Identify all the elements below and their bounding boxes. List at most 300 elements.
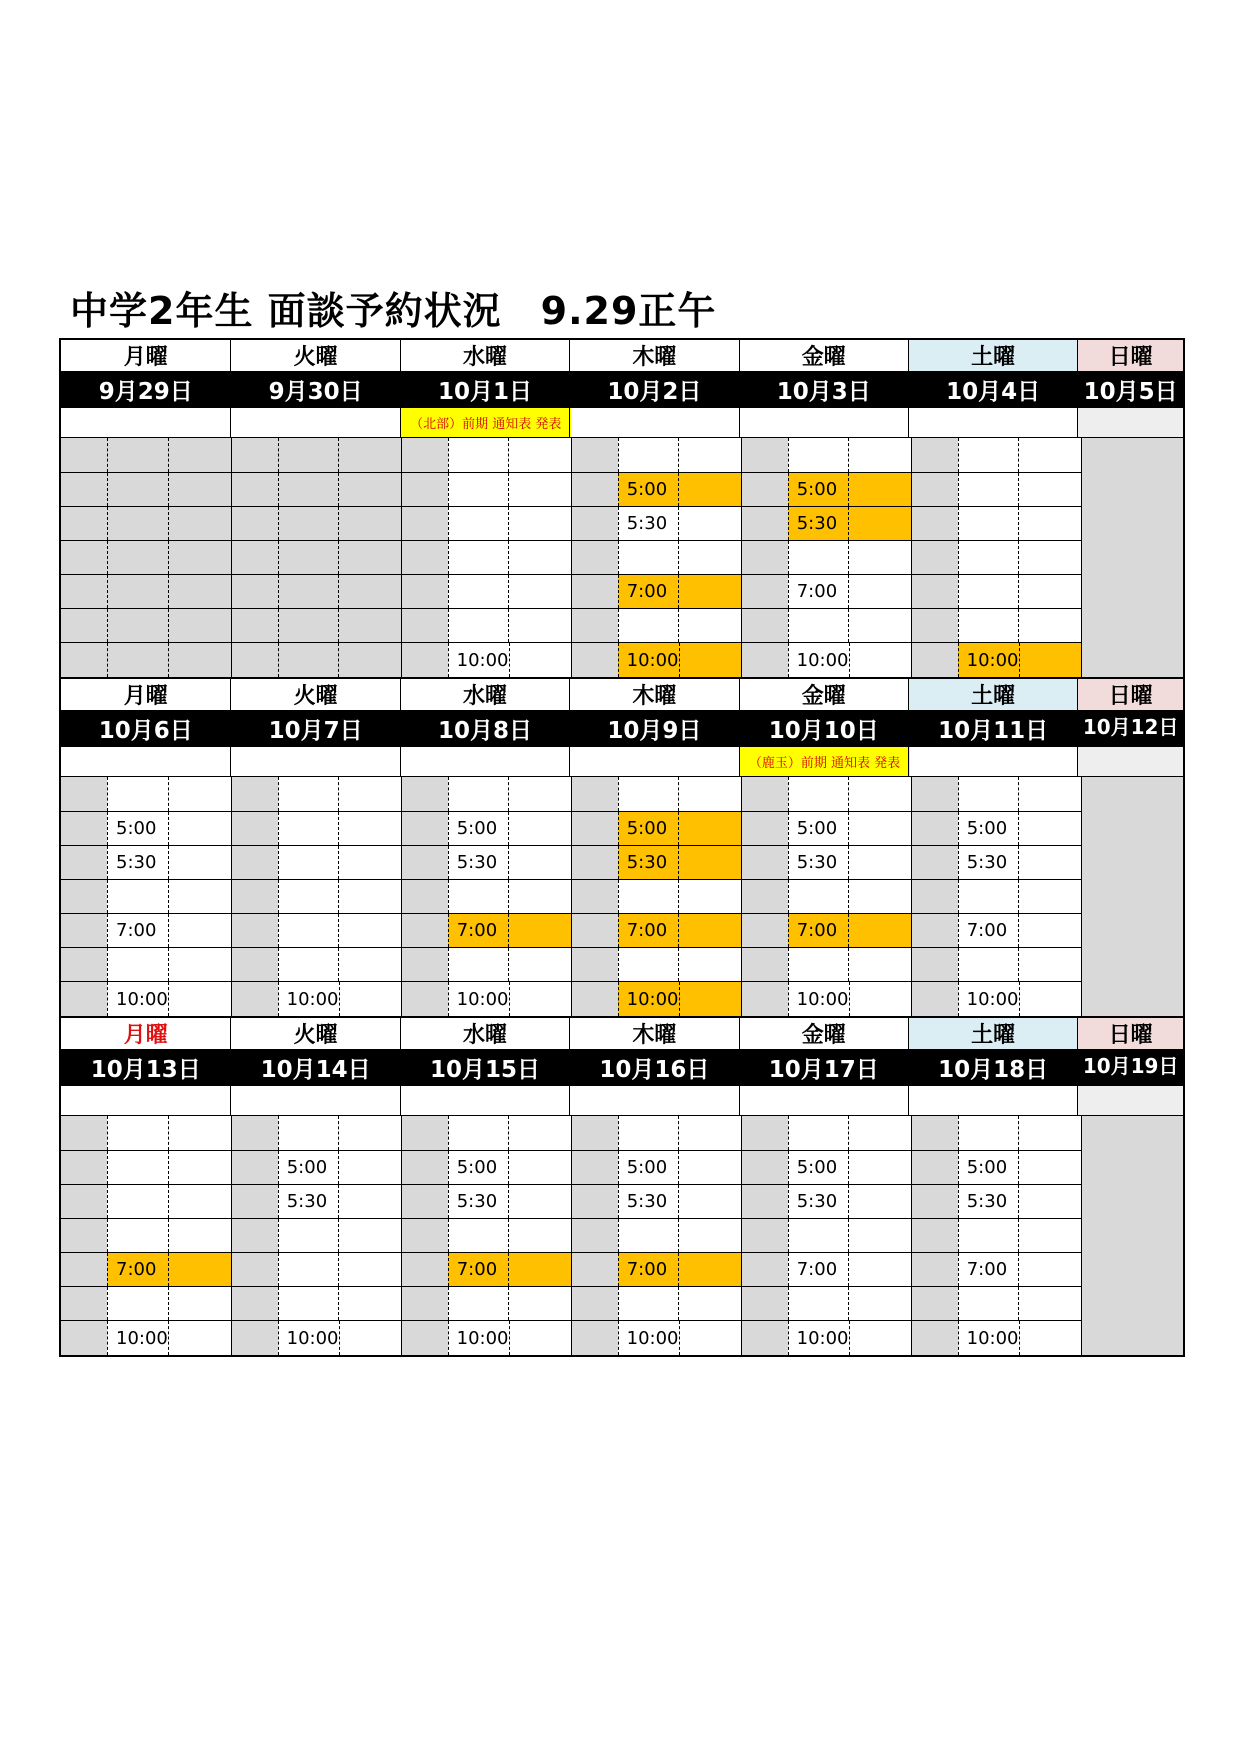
slot-gutter (402, 507, 448, 540)
slot-booked[interactable] (742, 473, 911, 507)
time-slot[interactable] (742, 609, 911, 643)
time-slot-grid (61, 777, 1183, 1016)
slot-booked[interactable] (572, 914, 741, 948)
slot-gutter (232, 609, 278, 642)
slot-time (958, 777, 1020, 811)
time-slot[interactable] (61, 1185, 231, 1219)
time-slot[interactable] (402, 948, 571, 982)
day-column (741, 1116, 911, 1355)
slot-status (339, 1185, 401, 1218)
slot-gutter (232, 643, 278, 677)
weekday-label: 火曜 (230, 1018, 399, 1050)
date-label: 10月7日 (230, 711, 399, 745)
weekday-label: 金曜 (739, 1018, 908, 1050)
slot-time (958, 438, 1020, 472)
time-slot[interactable] (572, 609, 741, 643)
slot-gutter (742, 982, 788, 1016)
slot-gutter (232, 473, 278, 506)
time-slot (232, 643, 401, 677)
time-slot[interactable] (61, 1321, 231, 1355)
time-slot[interactable] (61, 880, 231, 914)
time-slot[interactable] (232, 1321, 401, 1355)
slot-gutter (742, 1287, 788, 1320)
slot-status (1019, 846, 1081, 879)
slot-gutter (742, 1151, 788, 1184)
time-slot[interactable] (912, 846, 1081, 880)
slot-time (107, 777, 169, 811)
time-slot[interactable] (232, 914, 401, 948)
weekday-label: 水曜 (400, 340, 569, 372)
time-slot[interactable] (402, 777, 571, 812)
day-column (571, 1116, 741, 1355)
time-slot[interactable] (572, 1219, 741, 1253)
note-cell (569, 1086, 738, 1115)
time-slot[interactable] (232, 982, 401, 1016)
slot-gutter (232, 1253, 278, 1286)
slot-gutter (232, 982, 278, 1016)
time-slot[interactable] (912, 1253, 1081, 1287)
slot-status (1019, 880, 1081, 913)
slot-time: 7:00 (448, 914, 510, 947)
slot-time (278, 1253, 340, 1286)
time-slot[interactable] (912, 1151, 1081, 1185)
slot-gutter (232, 438, 278, 472)
time-slot[interactable] (572, 777, 741, 812)
slot-gutter (402, 1321, 448, 1355)
weekday-header-row (61, 679, 1183, 711)
slot-status (339, 438, 401, 472)
time-slot[interactable] (572, 507, 741, 541)
slot-time (448, 1287, 510, 1320)
slot-time (448, 1219, 510, 1252)
slot-gutter (61, 777, 107, 811)
time-slot[interactable] (402, 507, 571, 541)
note-cell (1077, 747, 1183, 776)
slot-booked[interactable] (572, 1253, 741, 1287)
slot-status (849, 880, 911, 913)
slot-status (510, 643, 572, 677)
time-slot[interactable] (402, 1185, 571, 1219)
slot-booked[interactable] (572, 473, 741, 507)
time-slot[interactable] (402, 1321, 571, 1355)
slot-status (679, 438, 741, 472)
note-cell (569, 747, 738, 776)
time-slot[interactable] (232, 1219, 401, 1253)
day-column (231, 1116, 401, 1355)
time-slot[interactable] (61, 914, 231, 948)
time-slot[interactable] (402, 575, 571, 609)
time-slot[interactable] (61, 1116, 231, 1151)
slot-gutter (61, 1253, 107, 1286)
slot-booked[interactable] (572, 982, 741, 1016)
day-column (231, 438, 401, 677)
slot-status (679, 507, 741, 540)
slot-booked[interactable] (572, 846, 741, 880)
date-label: 10月10日 (739, 711, 908, 745)
slot-gutter (61, 846, 107, 879)
slot-status (169, 1219, 231, 1252)
date-label: 9月30日 (230, 372, 399, 406)
time-slot[interactable] (572, 948, 741, 982)
time-slot[interactable] (912, 880, 1081, 914)
slot-status (339, 914, 401, 947)
time-slot[interactable] (912, 812, 1081, 846)
time-slot[interactable] (572, 1321, 741, 1355)
slot-time (278, 880, 340, 913)
slot-gutter (912, 880, 958, 913)
slot-status (169, 473, 231, 506)
slot-status (169, 575, 231, 608)
time-slot[interactable] (572, 1287, 741, 1321)
time-slot[interactable] (402, 1287, 571, 1321)
time-slot[interactable] (402, 609, 571, 643)
slot-gutter (912, 1185, 958, 1218)
slot-gutter (61, 1321, 107, 1355)
slot-time: 5:00 (107, 812, 169, 845)
time-slot[interactable] (742, 541, 911, 575)
slot-gutter (572, 575, 618, 608)
slot-status (850, 1321, 912, 1355)
slot-gutter (572, 541, 618, 574)
slot-status (1019, 507, 1081, 540)
time-slot[interactable] (572, 541, 741, 575)
slot-time: 5:30 (278, 1185, 340, 1218)
slot-status (1020, 982, 1082, 1016)
weekday-header-row (61, 340, 1183, 372)
time-slot[interactable] (912, 1219, 1081, 1253)
slot-status (1019, 777, 1081, 811)
slot-status (509, 1116, 571, 1150)
slot-status (169, 948, 231, 981)
slot-gutter (402, 812, 448, 845)
slot-booked[interactable] (402, 1253, 571, 1287)
slot-status (849, 777, 911, 811)
time-slot[interactable] (61, 777, 231, 812)
slot-time (278, 948, 340, 981)
slot-time (958, 575, 1020, 608)
slot-time: 5:00 (788, 1151, 850, 1184)
slot-time (107, 473, 169, 506)
slot-status (679, 1185, 741, 1218)
date-label: 10月6日 (98, 717, 193, 744)
time-slot[interactable] (912, 541, 1081, 575)
time-slot[interactable] (402, 541, 571, 575)
time-slot[interactable] (232, 1253, 401, 1287)
time-slot[interactable] (232, 880, 401, 914)
slot-gutter (912, 438, 958, 472)
notes-row (61, 406, 1183, 438)
day-column (401, 438, 571, 677)
slot-status (680, 1321, 742, 1355)
time-slot[interactable] (402, 1151, 571, 1185)
weekday-label: 火曜 (230, 679, 399, 711)
date-label: 10月8日 (400, 711, 569, 745)
slot-time (448, 777, 510, 811)
slot-gutter (742, 438, 788, 472)
day-column (911, 777, 1081, 1016)
slot-status (509, 473, 571, 506)
time-slot[interactable] (232, 1151, 401, 1185)
time-slot[interactable] (912, 1321, 1081, 1355)
slot-booked[interactable] (572, 643, 741, 677)
slot-status (339, 812, 401, 845)
day-column (741, 438, 911, 677)
weekday-label: 土曜 (908, 1018, 1077, 1050)
slot-status (339, 507, 401, 540)
time-slot[interactable] (742, 982, 911, 1016)
time-slot[interactable] (61, 1219, 231, 1253)
note-cell (1077, 408, 1183, 437)
time-slot[interactable] (742, 880, 911, 914)
date-header-row (61, 1050, 1183, 1084)
time-slot[interactable] (61, 1287, 231, 1321)
slot-status (509, 1185, 571, 1218)
slot-time (278, 777, 340, 811)
slot-status (850, 982, 912, 1016)
time-slot[interactable] (402, 1219, 571, 1253)
time-slot[interactable] (912, 982, 1081, 1016)
time-slot (61, 609, 231, 643)
time-slot[interactable] (912, 948, 1081, 982)
slot-status (339, 541, 401, 574)
slot-booked[interactable] (61, 1253, 231, 1287)
time-slot[interactable] (742, 1253, 911, 1287)
slot-gutter (572, 1116, 618, 1150)
slot-gutter (402, 541, 448, 574)
slot-time (958, 541, 1020, 574)
slot-status (849, 575, 911, 608)
time-slot[interactable] (742, 777, 911, 812)
slot-status (849, 1185, 911, 1218)
slot-gutter (912, 948, 958, 981)
slot-status (1019, 1116, 1081, 1150)
time-slot[interactable] (232, 846, 401, 880)
date-label: 10月19日 (1077, 1050, 1183, 1084)
slot-time: 7:00 (618, 914, 680, 947)
time-slot[interactable] (402, 982, 571, 1016)
slot-status (1019, 948, 1081, 981)
slot-gutter (61, 1185, 107, 1218)
slot-gutter (402, 609, 448, 642)
time-slot (61, 507, 231, 541)
slot-time: 7:00 (618, 1253, 680, 1286)
time-slot[interactable] (232, 1185, 401, 1219)
slot-time (107, 1151, 169, 1184)
slot-time: 7:00 (788, 914, 850, 947)
weekday-label: 金曜 (739, 340, 908, 372)
time-slot[interactable] (742, 1219, 911, 1253)
time-slot (61, 438, 231, 473)
time-slot[interactable] (912, 609, 1081, 643)
time-slot[interactable] (572, 1151, 741, 1185)
time-slot[interactable] (742, 812, 911, 846)
time-slot[interactable] (742, 438, 911, 473)
slot-gutter (742, 812, 788, 845)
date-label: 10月2日 (569, 372, 738, 406)
slot-gutter (572, 1185, 618, 1218)
slot-booked[interactable] (912, 643, 1081, 677)
slot-gutter (912, 982, 958, 1016)
time-slot[interactable] (912, 575, 1081, 609)
slot-time (618, 948, 680, 981)
slot-status (1019, 1219, 1081, 1252)
time-slot[interactable] (61, 948, 231, 982)
slot-booked[interactable] (572, 575, 741, 609)
slot-gutter (402, 948, 448, 981)
time-slot[interactable] (232, 1116, 401, 1151)
time-slot[interactable] (402, 438, 571, 473)
time-slot[interactable] (912, 507, 1081, 541)
time-slot[interactable] (742, 575, 911, 609)
slot-status (849, 1116, 911, 1150)
time-slot[interactable] (572, 880, 741, 914)
date-label: 10月9日 (569, 711, 738, 745)
time-slot[interactable] (742, 1116, 911, 1151)
time-slot[interactable] (61, 812, 231, 846)
slot-status (1019, 473, 1081, 506)
slot-time (788, 1116, 850, 1150)
time-slot[interactable] (402, 473, 571, 507)
slot-time: 10:00 (618, 643, 680, 677)
note-cell (400, 408, 569, 437)
time-slot[interactable] (742, 1151, 911, 1185)
page-title: 中学2年生 面談予約状況 9.29正午 (70, 289, 717, 333)
slot-gutter (232, 1185, 278, 1218)
slot-gutter (61, 948, 107, 981)
slot-gutter (742, 846, 788, 879)
time-slot[interactable] (232, 1287, 401, 1321)
slot-status (849, 438, 911, 472)
date-label: 10月13日 (90, 1056, 201, 1083)
slot-booked[interactable] (742, 914, 911, 948)
time-slot[interactable] (402, 1116, 571, 1151)
week-block (61, 340, 1183, 677)
slot-time (278, 473, 340, 506)
date-label: 9月29日 (98, 378, 193, 405)
slot-gutter (572, 1287, 618, 1320)
slot-time: 5:30 (788, 846, 850, 879)
slot-status (169, 982, 231, 1016)
time-slot[interactable] (232, 948, 401, 982)
slot-status (509, 1151, 571, 1184)
time-slot[interactable] (61, 982, 231, 1016)
time-slot[interactable] (912, 473, 1081, 507)
slot-status (509, 1219, 571, 1252)
slot-gutter (61, 575, 107, 608)
slot-gutter (232, 1116, 278, 1150)
slot-status (1020, 1321, 1082, 1355)
time-slot[interactable] (402, 812, 571, 846)
time-slot[interactable] (402, 846, 571, 880)
slot-status (169, 1253, 231, 1286)
date-label: 10月4日 (908, 372, 1077, 406)
slot-gutter (232, 575, 278, 608)
time-slot[interactable] (232, 777, 401, 812)
slot-time: 5:00 (788, 473, 850, 506)
time-slot[interactable] (912, 1287, 1081, 1321)
slot-gutter (402, 982, 448, 1016)
slot-time: 10:00 (788, 643, 850, 677)
slot-time (107, 541, 169, 574)
slot-status (679, 1287, 741, 1320)
time-slot[interactable] (742, 643, 911, 677)
slot-status (509, 846, 571, 879)
time-slot[interactable] (572, 1116, 741, 1151)
slot-time (788, 1287, 850, 1320)
slot-status (1019, 575, 1081, 608)
slot-time (788, 948, 850, 981)
slot-time (618, 1287, 680, 1320)
slot-status (849, 1287, 911, 1320)
day-column (911, 1116, 1081, 1355)
time-slot[interactable] (742, 948, 911, 982)
slot-time: 5:30 (788, 507, 850, 540)
slot-gutter (912, 1151, 958, 1184)
slot-gutter (742, 914, 788, 947)
slot-gutter (572, 507, 618, 540)
time-slot[interactable] (402, 880, 571, 914)
note-cell (739, 408, 908, 437)
time-slot[interactable] (232, 812, 401, 846)
slot-status (1019, 812, 1081, 845)
slot-gutter (742, 1219, 788, 1252)
note-cell (569, 408, 738, 437)
time-slot (61, 643, 231, 677)
slot-time: 10:00 (107, 982, 169, 1016)
time-slot[interactable] (912, 1116, 1081, 1151)
slot-gutter (742, 507, 788, 540)
slot-time (107, 643, 169, 677)
slot-time: 10:00 (788, 982, 850, 1016)
time-slot[interactable] (572, 438, 741, 473)
slot-gutter (912, 473, 958, 506)
slot-gutter (232, 777, 278, 811)
time-slot[interactable] (61, 846, 231, 880)
time-slot[interactable] (912, 914, 1081, 948)
slot-status (849, 609, 911, 642)
time-slot[interactable] (912, 438, 1081, 473)
slot-booked[interactable] (402, 914, 571, 948)
slot-gutter (402, 880, 448, 913)
slot-status (680, 643, 742, 677)
slot-gutter (61, 982, 107, 1016)
slot-booked[interactable] (572, 812, 741, 846)
slot-status (849, 1219, 911, 1252)
time-slot[interactable] (572, 1185, 741, 1219)
note-cell (739, 1086, 908, 1115)
time-slot[interactable] (61, 1151, 231, 1185)
slot-status (679, 948, 741, 981)
slot-status (679, 1151, 741, 1184)
slot-status (169, 507, 231, 540)
slot-time (448, 880, 510, 913)
slot-time (788, 609, 850, 642)
time-slot[interactable] (402, 643, 571, 677)
time-slot[interactable] (912, 1185, 1081, 1219)
slot-time: 5:00 (618, 1151, 680, 1184)
slot-status (339, 1253, 401, 1286)
day-column (571, 777, 741, 1016)
time-slot[interactable] (912, 777, 1081, 812)
slot-gutter (912, 777, 958, 811)
time-slot[interactable] (742, 846, 911, 880)
time-slot[interactable] (742, 1321, 911, 1355)
slot-time: 7:00 (958, 1253, 1020, 1286)
slot-booked[interactable] (742, 507, 911, 541)
time-slot[interactable] (742, 1287, 911, 1321)
slot-time (448, 609, 510, 642)
time-slot[interactable] (742, 1185, 911, 1219)
